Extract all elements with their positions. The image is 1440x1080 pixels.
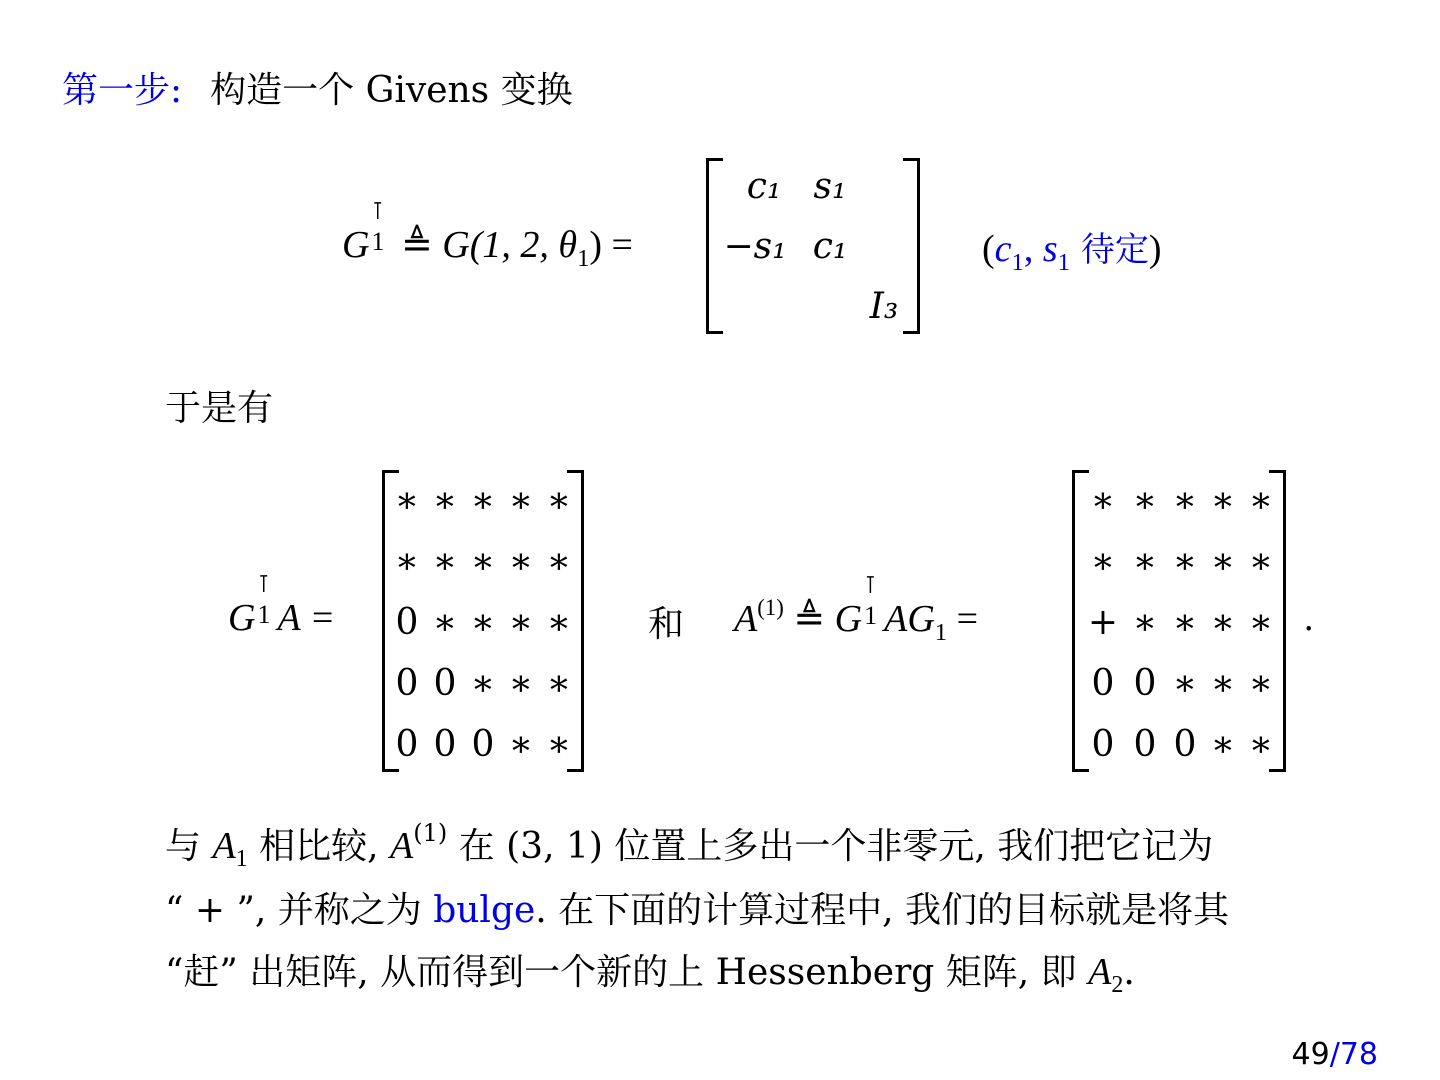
matrix-cell: 0 xyxy=(395,602,419,643)
left-bracket xyxy=(706,158,723,334)
matrix-cell: 0 xyxy=(395,663,419,704)
matrix-cell: ∗ xyxy=(508,541,534,582)
matrix-cell: ∗ xyxy=(1132,602,1158,643)
matrix-cell: 0 xyxy=(1133,724,1157,765)
matrix-cell: 0 xyxy=(433,724,457,765)
matrix-cell: 0 xyxy=(1091,724,1115,765)
matrix-cell: ∗ xyxy=(546,541,572,582)
page-current: 49 xyxy=(1291,1037,1330,1072)
matrix-cell: ∗ xyxy=(1248,541,1274,582)
heading-title: 构造一个 Givens 变换 xyxy=(210,70,573,111)
paragraph-line-2: “ + ”, 并称之为 bulge. 在下面的计算过程中, 我们的目标就是将其 xyxy=(165,890,1230,931)
matrix-cell: ∗ xyxy=(546,724,572,765)
matrix-cell: ∗ xyxy=(1172,541,1198,582)
matrix-cell: 0 xyxy=(1133,663,1157,704)
matrix-cell: ∗ xyxy=(394,480,420,521)
givens-matrix xyxy=(706,158,920,334)
matrix-cell: c₁ xyxy=(812,226,848,267)
matrix-cell: ∗ xyxy=(1210,541,1236,582)
matrix-cell: ∗ xyxy=(1172,602,1198,643)
matrix-cell: ∗ xyxy=(432,541,458,582)
paragraph-line-3: “赶” 出矩阵, 从而得到一个新的上 Hessenberg 矩阵, 即 $A_2$. xyxy=(165,951,1135,999)
matrix-cell: 0 xyxy=(1091,663,1115,704)
step-label: 第一步: xyxy=(62,70,183,111)
matrix-cell: ∗ xyxy=(546,663,572,704)
matrix-cell: ∗ xyxy=(1248,724,1274,765)
matrix-cell: ∗ xyxy=(1132,541,1158,582)
matrix-cell: ∗ xyxy=(546,602,572,643)
matrix-cell: ∗ xyxy=(1090,541,1116,582)
paragraph-line-1: 与 $A_1$ 相比较, $A^{(1)}$ 在 (3, 1) 位置上多出一个非零元, 我们把它记为 xyxy=(165,819,1214,873)
slide-heading xyxy=(62,62,573,113)
matrix-cell: ∗ xyxy=(470,663,496,704)
matrix-cell: ∗ xyxy=(508,602,534,643)
right-bracket xyxy=(903,158,920,334)
text-yushi: 于是有 xyxy=(165,388,274,429)
matrix-cell: −s₁ xyxy=(723,226,787,267)
matrix-cell: ∗ xyxy=(1210,724,1236,765)
matrix-cell: ∗ xyxy=(1210,480,1236,521)
eq1-note: ($c_1$, $s_1$ 待定) xyxy=(982,228,1162,276)
matrix-a1 xyxy=(1072,470,1286,772)
matrix-cell: + xyxy=(1087,602,1119,643)
matrix-cell: ∗ xyxy=(508,724,534,765)
matrix-cell: 0 xyxy=(1173,724,1197,765)
eq2-lhs1: G ⊺ 1 A = xyxy=(228,572,336,639)
matrix-cell: 0 xyxy=(433,663,457,704)
page-total[interactable]: 78 xyxy=(1339,1037,1378,1072)
eq2-lhs2: $A^{(1)}$ ≜ G ⊺ 1 $AG_1$ = xyxy=(734,573,979,646)
page-sep[interactable]: / xyxy=(1329,1037,1340,1072)
matrix-cell: 0 xyxy=(471,724,495,765)
matrix-cell: ∗ xyxy=(394,541,420,582)
matrix-cell: ∗ xyxy=(1210,602,1236,643)
matrix-cell: ∗ xyxy=(546,480,572,521)
matrix-cell: ∗ xyxy=(470,541,496,582)
matrix-cell: ∗ xyxy=(470,480,496,521)
matrix-cell: 0 xyxy=(395,724,419,765)
matrix-cell: ∗ xyxy=(1248,602,1274,643)
matrix-cell: ∗ xyxy=(508,663,534,704)
eq1-lhs: G ⊺ 1 ≜ G(1, 2, $\theta_1$) = xyxy=(342,199,633,272)
page-number xyxy=(1292,1037,1378,1072)
eq2-period: . xyxy=(1304,597,1314,639)
matrix-cell: ∗ xyxy=(1248,663,1274,704)
matrix-cell: ∗ xyxy=(470,602,496,643)
matrix-cell: ∗ xyxy=(1090,480,1116,521)
matrix-cell: c₁ xyxy=(746,166,782,207)
matrix-cell: ∗ xyxy=(1210,663,1236,704)
matrix-cell: ∗ xyxy=(1172,480,1198,521)
matrix-cell: ∗ xyxy=(432,480,458,521)
matrix-cell: s₁ xyxy=(813,166,847,207)
text-and: 和 xyxy=(648,604,685,645)
matrix-cell: ∗ xyxy=(432,602,458,643)
matrix-cell: I₃ xyxy=(869,286,899,327)
matrix-a xyxy=(382,470,584,772)
matrix-cell: ∗ xyxy=(1132,480,1158,521)
matrix-cell: ∗ xyxy=(1172,663,1198,704)
matrix-cell: ∗ xyxy=(1248,480,1274,521)
bulge-link[interactable]: bulge xyxy=(433,890,536,931)
matrix-cell: ∗ xyxy=(508,480,534,521)
